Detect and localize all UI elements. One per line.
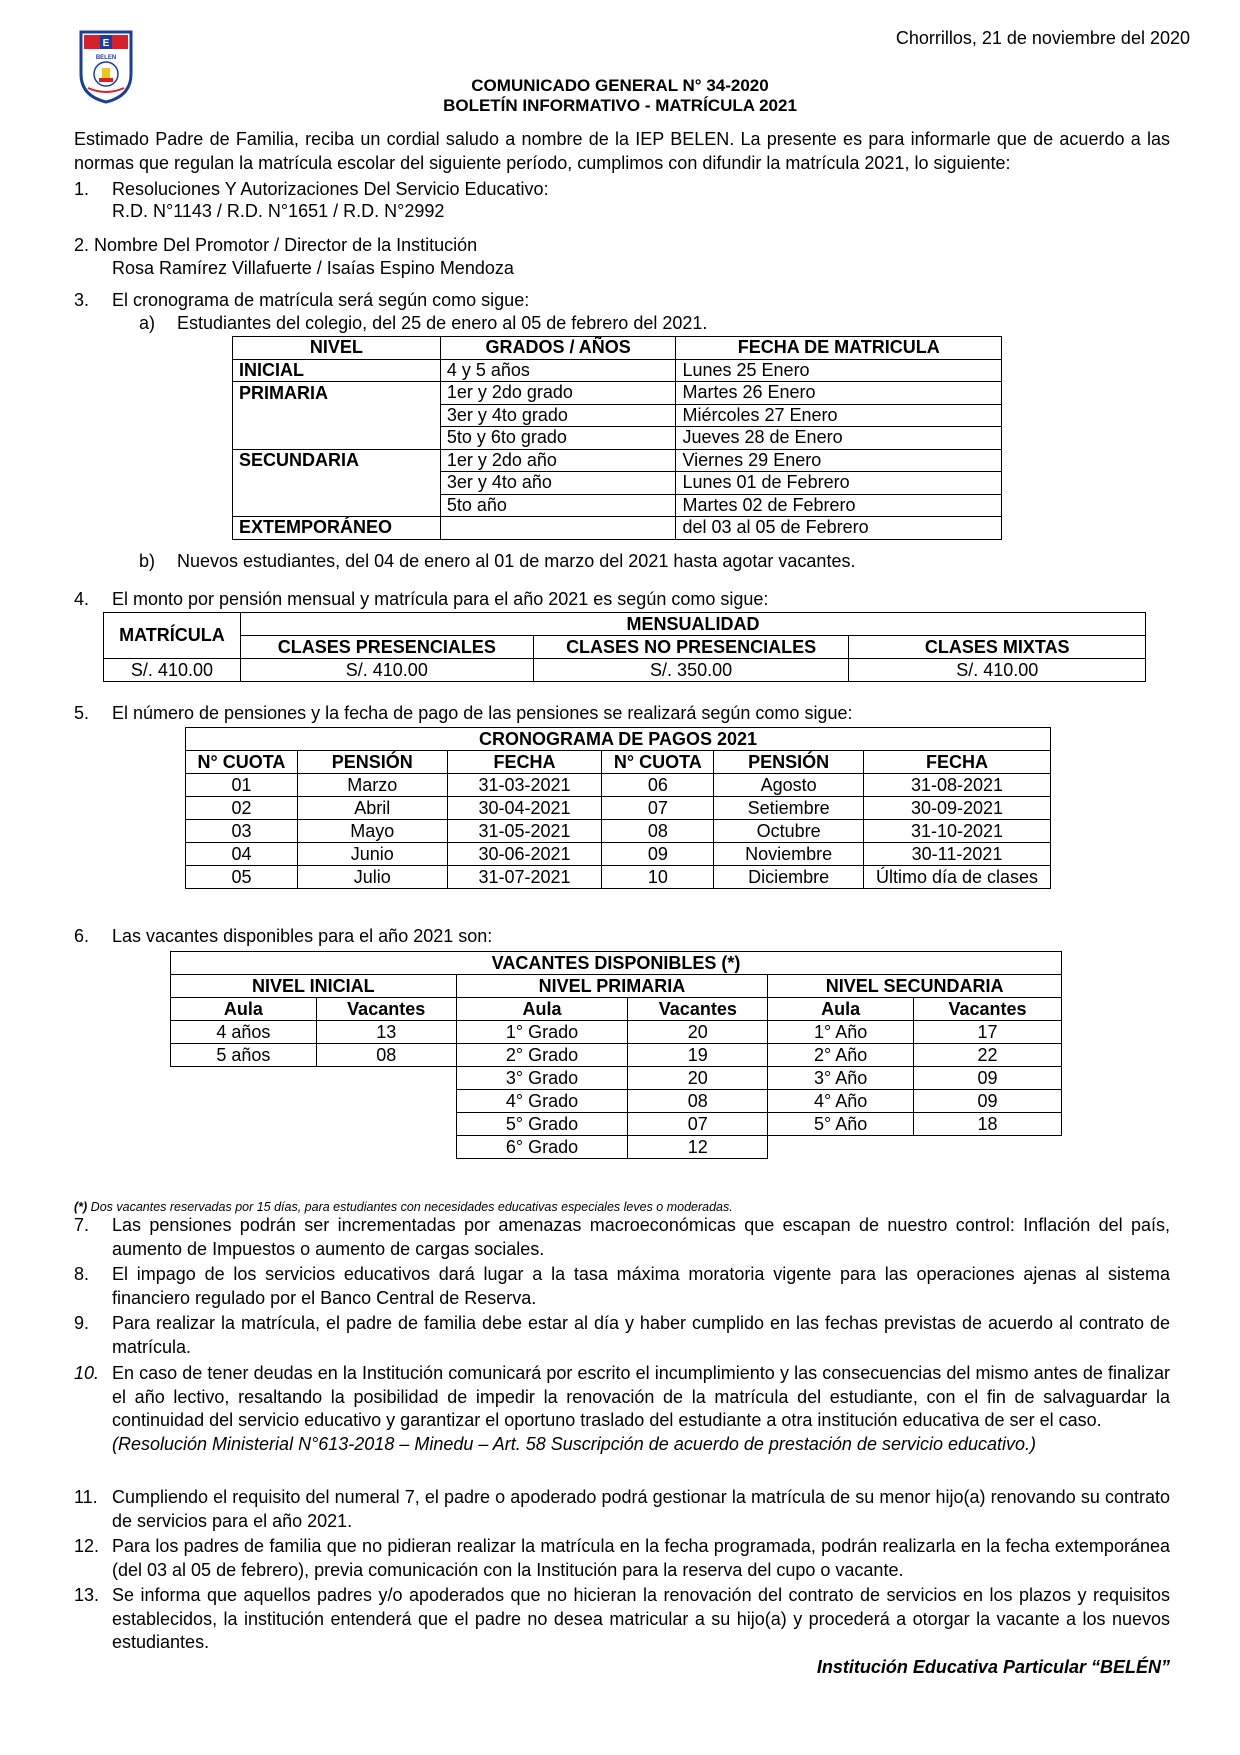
table-header: Vacantes	[628, 998, 768, 1021]
table-cell: 09	[914, 1067, 1062, 1090]
table-cell: Junio	[297, 843, 447, 866]
table-cell: 5 años	[171, 1044, 317, 1067]
table-cell	[440, 517, 676, 540]
table-header: FECHA	[447, 751, 602, 774]
table-row	[171, 1090, 1062, 1113]
vacancies-table	[170, 951, 1062, 1159]
table-cell: 3er y 4to año	[440, 472, 676, 495]
table-cell: 30-11-2021	[864, 843, 1051, 866]
table-cell: 07	[628, 1113, 768, 1136]
table-header: CLASES MIXTAS	[849, 636, 1146, 659]
item-number: 7.	[74, 1215, 90, 1235]
table-cell: 5° Año	[768, 1113, 914, 1136]
item-text: El impago de los servicios educativos dará lugar a la tasa máxima moratoria vigente para las operaciones ajenas al sistema financiero regulado por el Banco Central de Reserva.	[112, 1264, 1170, 1308]
table-cell: 1er y 2do grado	[440, 382, 676, 405]
table-title-row	[186, 728, 1051, 751]
table-header: FECHA DE MATRICULA	[676, 337, 1002, 360]
item-text: Resoluciones Y Autorizaciones Del Servicio Educativo:	[112, 179, 549, 199]
payment-schedule-title: CRONOGRAMA DE PAGOS 2021	[186, 728, 1051, 751]
table-cell: 3er y 4to grado	[440, 404, 676, 427]
table-cell: Agosto	[714, 774, 864, 797]
table-cell: 31-10-2021	[864, 820, 1051, 843]
table-cell: 17	[914, 1021, 1062, 1044]
table-cell: 08	[628, 1090, 768, 1113]
table-row	[171, 1044, 1062, 1067]
table-row	[233, 449, 1002, 472]
table-cell: 4 y 5 años	[440, 359, 676, 382]
group-inicial: NIVEL INICIAL	[171, 975, 457, 998]
table-row	[104, 659, 1146, 682]
empty-cell	[171, 1067, 317, 1090]
table-cell: 5° Grado	[456, 1113, 628, 1136]
item-legal-note: (Resolución Ministerial N°613-2018 – Minedu – Art. 58 Suscripción de acuerdo de prestación de servicio educativo.)	[112, 1433, 1037, 1454]
table-cell: 03	[186, 820, 298, 843]
table-cell: 09	[602, 843, 714, 866]
vacancies-title: VACANTES DISPONIBLES (*)	[171, 952, 1062, 975]
item-number: 10.	[74, 1363, 100, 1383]
table-header: NIVEL	[233, 337, 441, 360]
vacancies-footnote	[74, 1200, 733, 1214]
table-cell: 4° Año	[768, 1090, 914, 1113]
table-cell: Setiembre	[714, 797, 864, 820]
item-text: Las vacantes disponibles para el año 2021 son:	[112, 926, 493, 946]
table-cell: S/. 350.00	[533, 659, 849, 682]
footnote-text: Dos vacantes reservadas por 15 días, para estudiantes con necesidades educativas especiales leves o moderadas.	[87, 1200, 733, 1214]
table-header-row	[171, 998, 1062, 1021]
table-cell: Jueves 28 de Enero	[676, 427, 1002, 450]
table-header: Aula	[456, 998, 628, 1021]
table-header: FECHA	[864, 751, 1051, 774]
table-cell: Julio	[297, 866, 447, 889]
item-3a-label: a)	[139, 313, 156, 333]
item-text: Las pensiones podrán ser incrementadas por amenazas macroeconómicas que escapan de nuestro control: Inflación del país, aumento de Impuestos o aumento de cargas sociales.	[112, 1215, 1170, 1259]
table-cell: Lunes 01 de Febrero	[676, 472, 1002, 495]
table-row	[233, 382, 1002, 405]
table-cell: 5to año	[440, 494, 676, 517]
footnote-mark: (*)	[74, 1200, 88, 1214]
item-text: En caso de tener deudas en la Institución comunicará por escrito el incumplimiento y las consecuencias del mismo antes de finalizar el año lectivo, resaltando la posibilidad de impedir la renovación de la matrícula del estudiante, con el fin de salvaguardar la continuidad del servicio educativo y garantizar el oportuno traslado del estudiante a otra institución educativa de ser el caso.	[112, 1363, 1170, 1430]
item-3b-text: Nuevos estudiantes, del 04 de enero al 01 de marzo del 2021 hasta agotar vacantes.	[177, 551, 856, 571]
mensualidad-header: MENSUALIDAD	[240, 613, 1145, 636]
table-header-row	[104, 613, 1146, 636]
item-text: Cumpliendo el requisito del numeral 7, el padre o apoderado podrá gestionar la matrícula de su menor hijo(a) renovando su contrato de servicios para el año 2021.	[112, 1487, 1170, 1531]
document-titles	[0, 76, 1240, 116]
item-number: 13.	[74, 1585, 100, 1605]
table-cell: 19	[628, 1044, 768, 1067]
table-row	[233, 517, 1002, 540]
table-cell: Diciembre	[714, 866, 864, 889]
item-text: El cronograma de matrícula será según como sigue:	[112, 290, 530, 310]
item-2: 2. Nombre Del Promotor / Director de la Institución	[74, 235, 478, 255]
table-cell: 1er y 2do año	[440, 449, 676, 472]
table-cell: 06	[602, 774, 714, 797]
table-row	[171, 1021, 1062, 1044]
table-row	[233, 427, 1002, 450]
table-cell: 02	[186, 797, 298, 820]
table-header: PENSIÓN	[714, 751, 864, 774]
table-cell: 31-03-2021	[447, 774, 602, 797]
table-row	[233, 404, 1002, 427]
intro-paragraph: Estimado Padre de Familia, reciba un cordial saludo a nombre de la IEP BELEN. La presente es para informarle que de acuerdo a las normas que regulan la matrícula escolar del siguiente período, cumplimos con difundir la matrícula 2021, lo siguiente:	[74, 129, 1170, 173]
item-text-block	[112, 1362, 1170, 1456]
table-cell-nivel: PRIMARIA	[233, 382, 441, 405]
table-header: PENSIÓN	[297, 751, 447, 774]
item-3a-text: Estudiantes del colegio, del 25 de enero al 05 de febrero del 2021.	[177, 313, 708, 333]
table-header: GRADOS / AÑOS	[440, 337, 676, 360]
svg-text:BELEN: BELEN	[95, 55, 117, 61]
item-number: 12.	[74, 1536, 100, 1556]
table-cell: del 03 al 05 de Febrero	[676, 517, 1002, 540]
empty-cell	[171, 1113, 317, 1136]
item-1-sub: R.D. N°1143 / R.D. N°1651 / R.D. N°2992	[112, 201, 445, 221]
item-2-sub: Rosa Ramírez Villafuerte / Isaías Espino Mendoza	[112, 258, 514, 278]
table-cell: 3° Año	[768, 1067, 914, 1090]
table-cell: 12	[628, 1136, 768, 1159]
table-group-row	[171, 975, 1062, 998]
table-cell: Abril	[297, 797, 447, 820]
table-cell-nivel	[233, 472, 441, 495]
table-cell-nivel: EXTEMPORÁNEO	[233, 517, 441, 540]
item-3b-label: b)	[139, 551, 156, 571]
table-cell: 4 años	[171, 1021, 317, 1044]
table-row	[233, 472, 1002, 495]
empty-cell	[914, 1136, 1062, 1159]
table-cell: 07	[602, 797, 714, 820]
table-cell-nivel	[233, 494, 441, 517]
table-row	[233, 494, 1002, 517]
table-cell: 5to y 6to grado	[440, 427, 676, 450]
table-cell-nivel: INICIAL	[233, 359, 441, 382]
item-number: 8.	[74, 1264, 90, 1284]
table-header-row	[104, 636, 1146, 659]
table-cell: 05	[186, 866, 298, 889]
matricula-header: MATRÍCULA	[104, 613, 241, 659]
group-secundaria: NIVEL SECUNDARIA	[768, 975, 1062, 998]
table-cell: Marzo	[297, 774, 447, 797]
table-cell: 3° Grado	[456, 1067, 628, 1090]
table-row	[186, 866, 1051, 889]
empty-cell	[171, 1136, 317, 1159]
table-cell: Lunes 25 Enero	[676, 359, 1002, 382]
table-header: Vacantes	[914, 998, 1062, 1021]
table-row	[186, 820, 1051, 843]
table-row	[171, 1067, 1062, 1090]
empty-cell	[316, 1113, 456, 1136]
table-row	[186, 843, 1051, 866]
table-cell: 31-08-2021	[864, 774, 1051, 797]
table-cell: 30-06-2021	[447, 843, 602, 866]
item-number: 6.	[74, 926, 90, 946]
table-row	[233, 359, 1002, 382]
item-text: Para realizar la matrícula, el padre de familia debe estar al día y haber cumplido en las fechas previstas de acuerdo al contrato de matrícula.	[112, 1313, 1170, 1357]
table-cell: S/. 410.00	[849, 659, 1146, 682]
table-cell: Viernes 29 Enero	[676, 449, 1002, 472]
table-cell: 08	[316, 1044, 456, 1067]
table-cell-nivel: SECUNDARIA	[233, 449, 441, 472]
table-cell: 1° Grado	[456, 1021, 628, 1044]
table-cell: 20	[628, 1067, 768, 1090]
svg-text:E: E	[102, 38, 110, 49]
empty-cell	[768, 1136, 914, 1159]
table-row	[171, 1113, 1062, 1136]
table-row	[186, 774, 1051, 797]
table-cell: 08	[602, 820, 714, 843]
table-cell: 13	[316, 1021, 456, 1044]
table-cell: 30-04-2021	[447, 797, 602, 820]
table-header: N° CUOTA	[602, 751, 714, 774]
table-cell: S/. 410.00	[104, 659, 241, 682]
item-number: 5.	[74, 703, 90, 723]
table-cell: 04	[186, 843, 298, 866]
institution-signature: Institución Educativa Particular “BELÉN”	[816, 1657, 1170, 1677]
group-primaria: NIVEL PRIMARIA	[456, 975, 768, 998]
table-cell: 18	[914, 1113, 1062, 1136]
table-cell: 31-07-2021	[447, 866, 602, 889]
item-text: Se informa que aquellos padres y/o apoderados que no hicieran la renovación del contrato de servicios en los plazos y requisitos establecidos, la institución entenderá que el padre no desea matricular a su hijo(a) y procederá a otorgar la vacante a los nuevos estudiantes.	[112, 1585, 1170, 1652]
empty-cell	[316, 1136, 456, 1159]
table-cell: 4° Grado	[456, 1090, 628, 1113]
item-number: 11.	[74, 1487, 98, 1507]
table-header: N° CUOTA	[186, 751, 298, 774]
table-cell: 01	[186, 774, 298, 797]
table-cell: 22	[914, 1044, 1062, 1067]
table-header: Aula	[171, 998, 317, 1021]
item-text: El número de pensiones y la fecha de pago de las pensiones se realizará según como sigue:	[112, 703, 853, 723]
matricula-schedule-table	[232, 336, 1002, 540]
table-row	[171, 1136, 1062, 1159]
payment-schedule-table	[185, 727, 1051, 889]
title-comunicado: COMUNICADO GENERAL N° 34-2020	[471, 76, 769, 95]
table-title-row	[171, 952, 1062, 975]
table-cell: 1° Año	[768, 1021, 914, 1044]
table-cell-nivel	[233, 427, 441, 450]
table-cell: 09	[914, 1090, 1062, 1113]
table-row	[186, 797, 1051, 820]
empty-cell	[316, 1090, 456, 1113]
table-cell: Mayo	[297, 820, 447, 843]
table-cell: 2° Año	[768, 1044, 914, 1067]
place-date: Chorrillos, 21 de noviembre del 2020	[895, 28, 1190, 48]
table-cell: 20	[628, 1021, 768, 1044]
item-number: 4.	[74, 589, 90, 609]
table-header-row	[233, 337, 1002, 360]
table-cell: 30-09-2021	[864, 797, 1051, 820]
empty-cell	[171, 1090, 317, 1113]
table-cell: 31-05-2021	[447, 820, 602, 843]
table-cell: Miércoles 27 Enero	[676, 404, 1002, 427]
table-cell: Octubre	[714, 820, 864, 843]
empty-cell	[316, 1067, 456, 1090]
table-cell: 2° Grado	[456, 1044, 628, 1067]
table-cell: Noviembre	[714, 843, 864, 866]
table-cell-nivel	[233, 404, 441, 427]
table-header: CLASES PRESENCIALES	[240, 636, 533, 659]
table-cell: Martes 02 de Febrero	[676, 494, 1002, 517]
item-text: Para los padres de familia que no pidieran realizar la matrícula en la fecha programada, podrán realizarla en la fecha extemporánea (del 03 al 05 de febrero), previa comunicación con la Institución para la reserva del cupo o vacante.	[112, 1536, 1170, 1580]
table-header: Vacantes	[316, 998, 456, 1021]
title-boletin: BOLETÍN INFORMATIVO - MATRÍCULA 2021	[443, 96, 797, 115]
item-number: 1.	[74, 179, 90, 199]
table-cell: Martes 26 Enero	[676, 382, 1002, 405]
table-header: CLASES NO PRESENCIALES	[533, 636, 849, 659]
item-number: 3.	[74, 290, 90, 310]
table-header-row	[186, 751, 1051, 774]
table-cell: Último día de clases	[864, 866, 1051, 889]
table-cell: 10	[602, 866, 714, 889]
table-header: Aula	[768, 998, 914, 1021]
pension-amount-table	[103, 612, 1146, 682]
table-cell: 6° Grado	[456, 1136, 628, 1159]
item-text: El monto por pensión mensual y matrícula para el año 2021 es según como sigue:	[112, 589, 769, 609]
table-cell: S/. 410.00	[240, 659, 533, 682]
item-number: 9.	[74, 1313, 90, 1333]
